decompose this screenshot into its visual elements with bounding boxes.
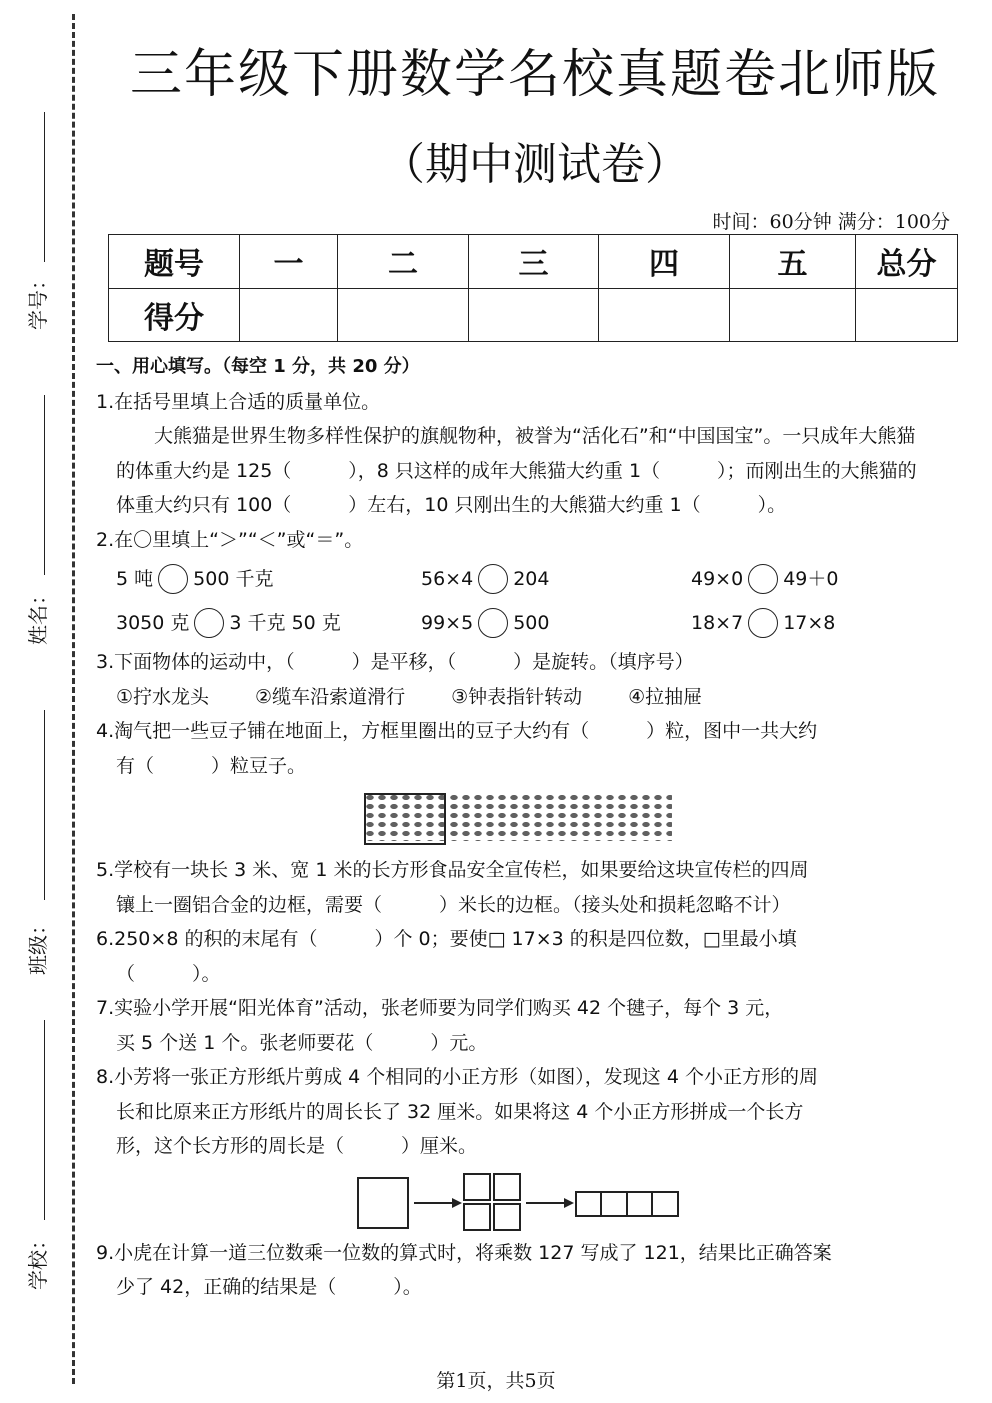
squares-figure <box>96 1164 926 1236</box>
question-4-line: 有（ ）粒豆子。 <box>116 754 307 777</box>
option-item: ①拧水龙头 <box>116 685 210 708</box>
beans-figure <box>96 783 926 853</box>
question-8-line: 形，这个长方形的周长是（ ）厘米。 <box>116 1135 478 1157</box>
question-6-line: （ ）。 <box>116 962 221 985</box>
compare-circle[interactable] <box>748 564 778 594</box>
small-square <box>464 1204 490 1230</box>
binding-dashed-line <box>72 14 75 1384</box>
class-line <box>44 710 45 900</box>
compare-left: 18×7 <box>691 611 744 634</box>
score-table-header-row <box>109 235 958 289</box>
header-cell: 四 <box>599 235 730 289</box>
question-4-line: 4.淘气把一些豆子铺在地面上，方框里圈出的豆子大约有（ ）粒，图中一共大约 <box>96 720 818 742</box>
name-line <box>44 395 45 575</box>
compare-circle[interactable] <box>748 608 778 638</box>
compare-circle[interactable] <box>478 564 508 594</box>
page-footer: 第1页，共5页 <box>436 1370 556 1392</box>
compare-row <box>96 601 926 645</box>
question-7-line: 7.实验小学开展“阳光体育”活动，张老师要为同学们购买 42 个毽子，每个 3 元， <box>96 997 784 1019</box>
student-id-line <box>44 112 45 262</box>
question-1-paragraph: 大熊猫是世界生物多样性保护的旗舰物种，被誉为“活化石”和“中国国宝”。一只成年大熊猫的体重大约是 125（ ），8 只这样的成年大熊猫大约重 1（ ）；而刚出生的大熊猫的体重大约只有 100（ ）左右，10 只刚出生的大熊猫大约重 1（ ）。 <box>116 425 917 516</box>
score-table <box>108 234 958 342</box>
name-label: 姓名： <box>26 585 50 645</box>
squares-diagram <box>96 1164 926 1236</box>
question-9-line: 9.小虎在计算一道三位数乘一位数的算式时，将乘数 127 写成了 121，结果比正确答案 <box>96 1241 832 1264</box>
compare-left: 3050 克 <box>116 611 190 634</box>
section-1 <box>96 350 926 1305</box>
question-6-line: 6.250×8 的积的末尾有（ ）个 0；要使□ 17×3 的积是四位数，□里最小填 <box>96 928 797 950</box>
compare-right: 500 千克 <box>193 567 274 590</box>
big-square <box>358 1178 408 1228</box>
header-cell: 一 <box>240 235 338 289</box>
small-square <box>494 1174 520 1200</box>
score-cell[interactable] <box>599 288 730 342</box>
header-cell: 五 <box>730 235 856 289</box>
compare-left: 56×4 <box>421 567 474 590</box>
option-item: ④拉抽屉 <box>628 685 703 708</box>
beans-selection-box <box>364 793 446 845</box>
option-item: ③钟表指针转动 <box>451 685 583 708</box>
question-7-line: 买 5 个送 1 个。张老师要花（ ）元。 <box>116 1031 488 1054</box>
compare-circle[interactable] <box>194 608 224 638</box>
school-line <box>44 1020 45 1220</box>
small-square <box>464 1174 490 1200</box>
header-cell: 题号 <box>109 235 240 289</box>
small-square <box>494 1204 520 1230</box>
page-subtitle: （期中测试卷） <box>381 139 689 190</box>
question-8-line: 长和比原来正方形纸片的周长长了 32 厘米。如果将这 4 个小正方形拼成一个长方 <box>116 1100 804 1123</box>
class-label: 班级： <box>26 915 50 975</box>
question-1-title: 1.在括号里填上合适的质量单位。 <box>96 390 381 413</box>
arrow-head <box>564 1198 574 1208</box>
header-cell: 三 <box>469 235 599 289</box>
question-8-line: 8.小芳将一张正方形纸片剪成 4 个相同的小正方形（如图），发现这 4 个小正方形的周 <box>96 1066 818 1088</box>
compare-row <box>96 557 926 601</box>
arrow-head <box>452 1198 462 1208</box>
section-heading: 一、用心填写。（每空 1 分，共 20 分） <box>96 356 420 377</box>
question-5-line: 镶上一圈铝合金的边框，需要（ ）米长的边框。（接头处和损耗忽略不计） <box>116 893 791 916</box>
compare-circle[interactable] <box>478 608 508 638</box>
question-2-title: 2.在〇里填上“＞”“＜”或“＝”。 <box>96 528 364 551</box>
score-cell[interactable] <box>469 288 599 342</box>
header-cell: 总分 <box>856 235 958 289</box>
score-cell[interactable] <box>730 288 856 342</box>
compare-right: 204 <box>513 567 550 590</box>
question-3-options <box>96 680 926 715</box>
compare-left: 99×5 <box>421 611 474 634</box>
school-label: 学校： <box>26 1230 50 1290</box>
compare-right: 3 千克 50 克 <box>229 611 341 634</box>
header-cell: 二 <box>338 235 469 289</box>
score-cell[interactable] <box>856 288 958 342</box>
row-label-cell: 得分 <box>109 288 240 342</box>
score-cell[interactable] <box>338 288 469 342</box>
compare-left: 5 吨 <box>116 567 154 590</box>
student-id-label: 学号： <box>26 270 50 330</box>
compare-circle[interactable] <box>158 564 188 594</box>
compare-right: 49＋0 <box>783 567 839 590</box>
question-3-title: 3.下面物体的运动中，（ ）是平移，（ ）是旋转。（填序号） <box>96 651 694 673</box>
compare-left: 49×0 <box>691 567 744 590</box>
page-title: 三年级下册数学名校真题卷北师版 <box>129 45 940 105</box>
question-5-line: 5.学校有一块长 3 米、宽 1 米的长方形食品安全宣传栏，如果要给这块宣传栏的四周 <box>96 859 809 881</box>
exam-meta: 时间：60分钟 满分：100分 <box>712 211 950 233</box>
compare-right: 17×8 <box>783 611 836 634</box>
score-table-score-row <box>109 288 958 342</box>
compare-right: 500 <box>513 611 550 634</box>
score-cell[interactable] <box>240 288 338 342</box>
option-item: ②缆车沿索道滑行 <box>255 685 406 708</box>
question-9-line: 少了 42，正确的结果是（ ）。 <box>116 1276 422 1298</box>
